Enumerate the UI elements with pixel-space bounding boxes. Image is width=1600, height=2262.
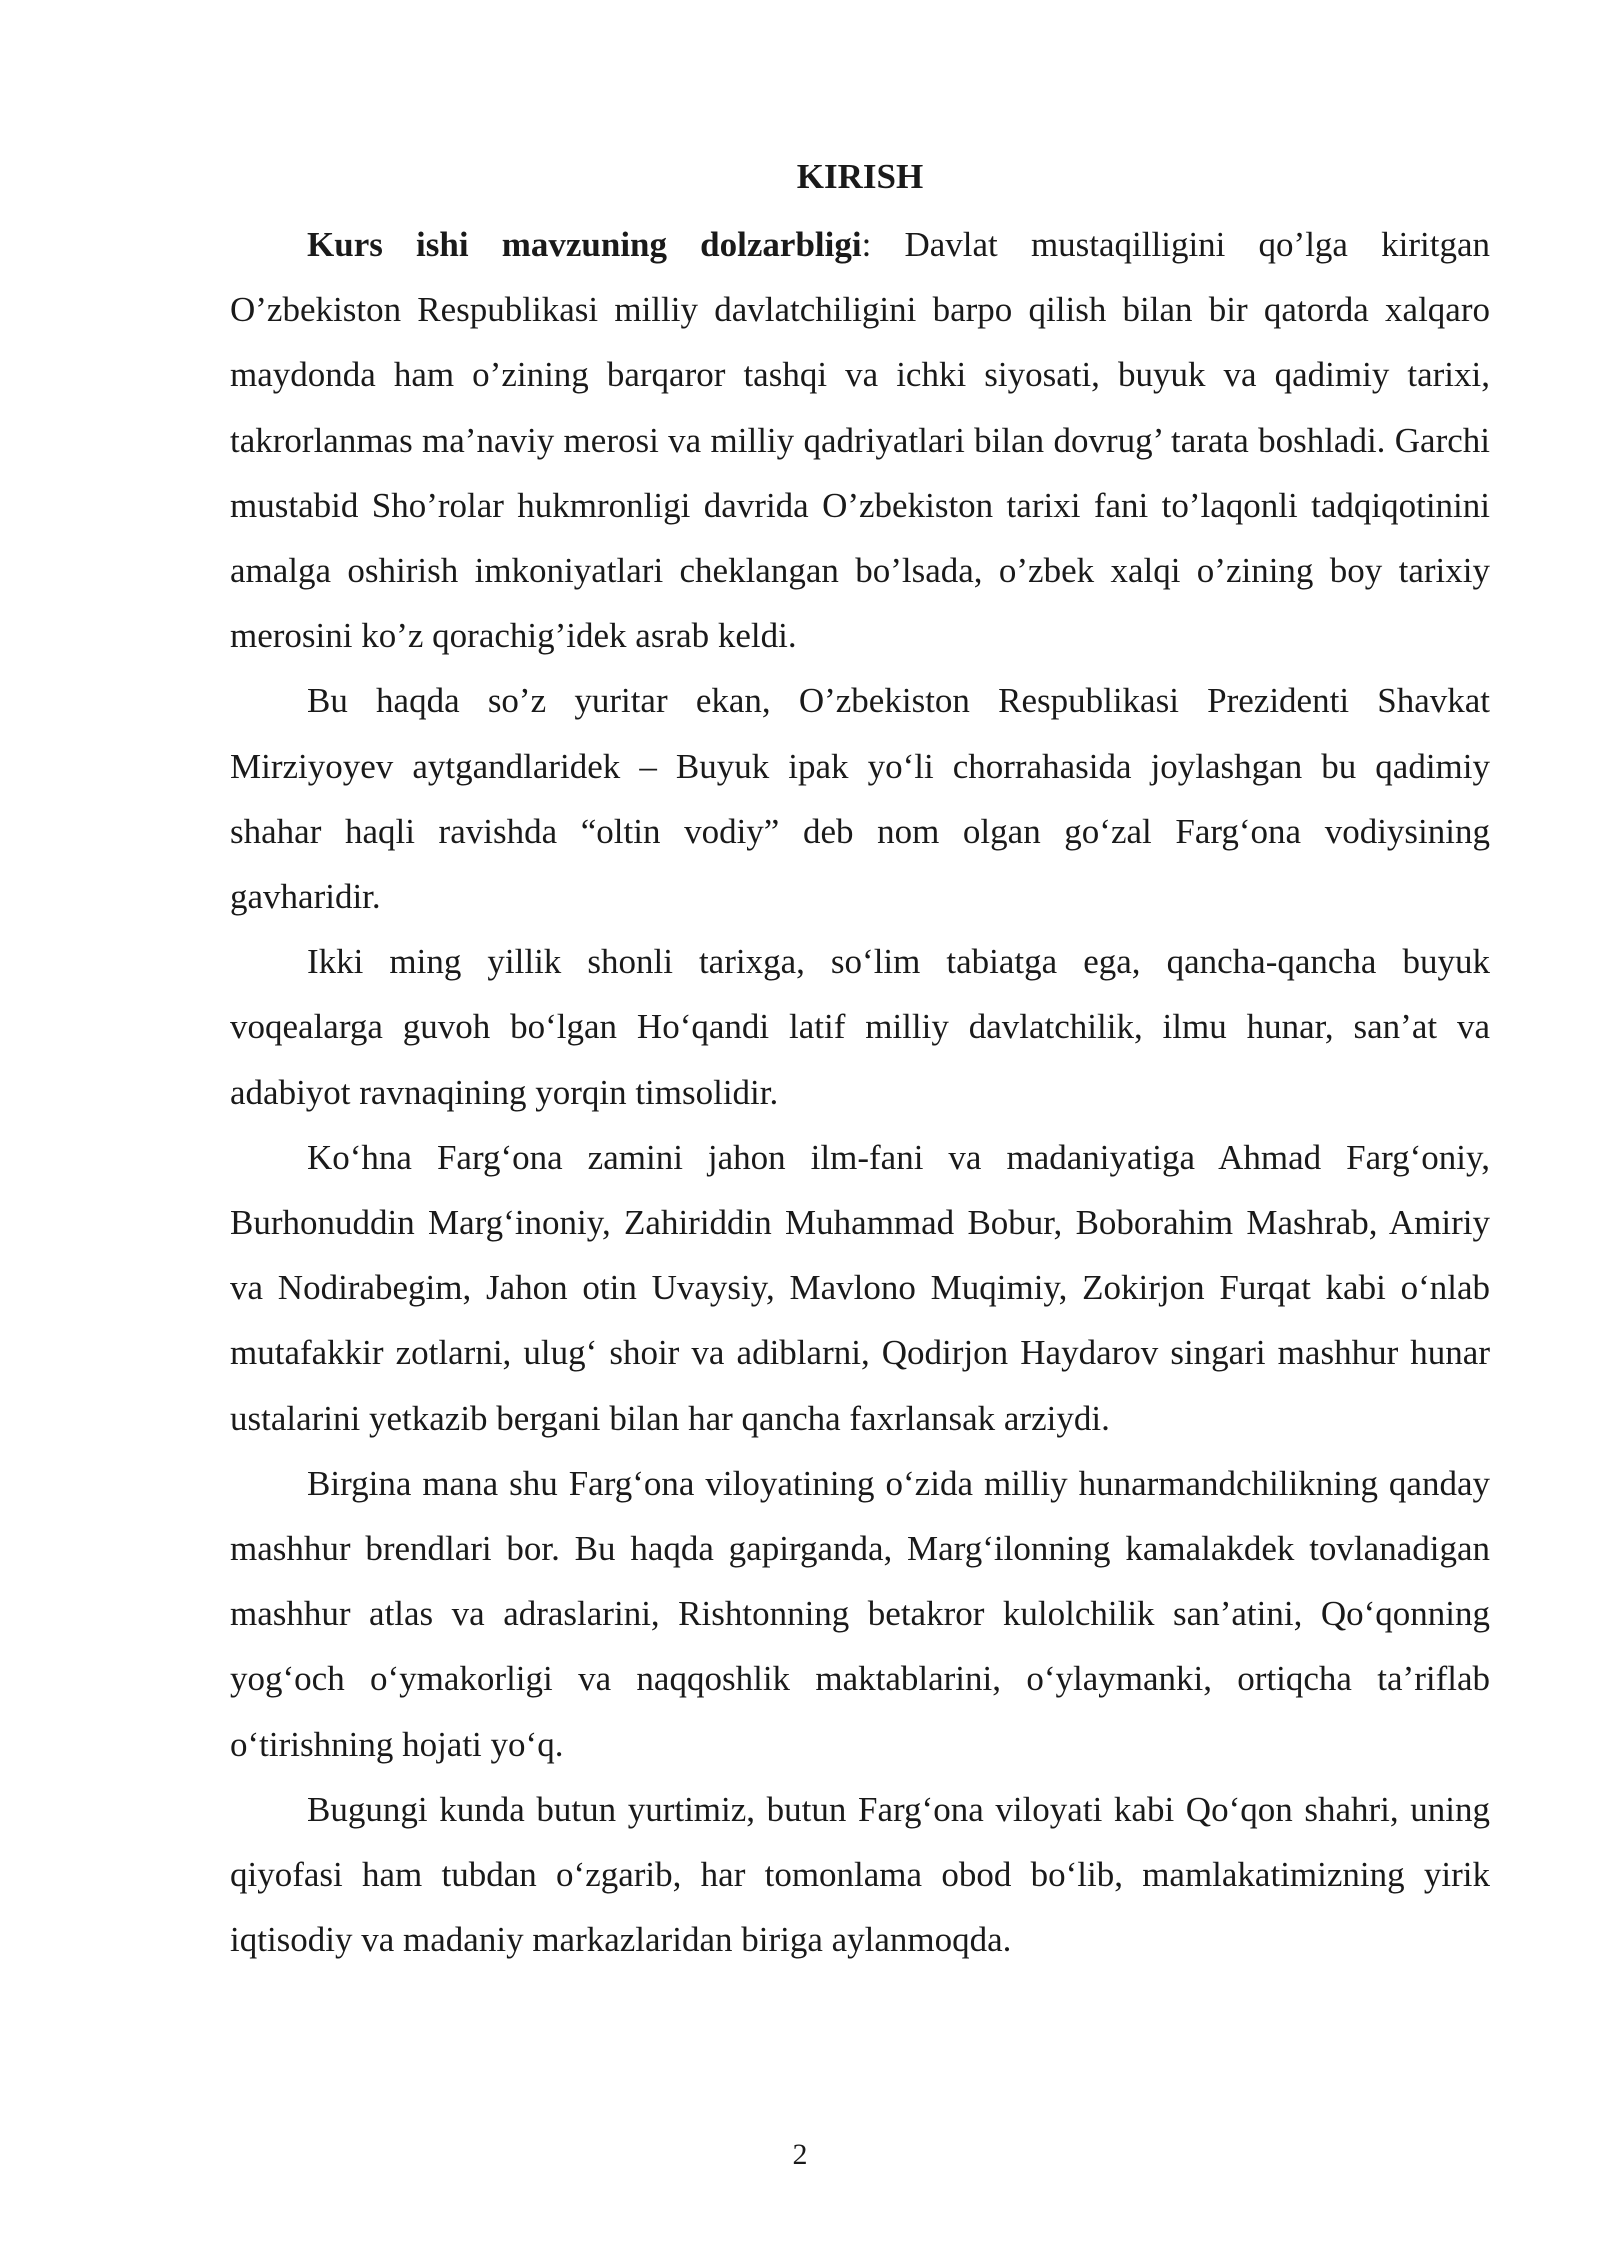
paragraph-lead-bold: Kurs ishi mavzuning dolzarbligi (307, 225, 862, 264)
paragraph-president-quote: Bu haqda so’z yuritar ekan, O’zbekiston Respublikasi Prezidenti Shavkat Mirziyoyev aytgandlaridek – Buyuk ipak yo‘li chorrahasida joylashgan bu qadimiy shahar haqli ravishda “oltin vodiy” deb nom olgan go‘zal Farg‘ona vodiysining gavharidir. (230, 681, 1490, 917)
page-number: 2 (792, 2138, 808, 2171)
section-heading: KIRISH (796, 157, 924, 196)
paragraph-fergana-scholars: Ko‘hna Farg‘ona zamini jahon ilm-fani va madaniyatiga Ahmad Farg‘oniy, Burhonuddin Marg‘inoniy, Zahiriddin Muhammad Bobur, Boborahim Mashrab, Amiriy va Nodirabegim, Jahon otin Uvaysiy, Mavlono Muqimiy, Zokirjon Furqat kabi o‘nlab mutafakkir zotlarni, ulug‘ shoir va adiblarni, Qodirjon Haydarov singari mashhur hunar ustalarini yetkazib bergani bilan har qancha faxrlansak arziydi. (230, 1137, 1490, 1438)
paragraph-kokand-history: Ikki ming yillik shonli tarixga, so‘lim tabiatga ega, qancha-qancha buyuk voqealarga guvoh bo‘lgan Ho‘qandi latif milliy davlatchilik, ilmu hunar, san’at va adabiyot ravnaqining yorqin timsolidir. (230, 942, 1490, 1112)
paragraph-relevance (230, 212, 1490, 668)
paragraph-text: : Davlat mustaqilligini qo’lga kiritgan O’zbekiston Respublikasi milliy davlatchiligini barpo qilish bilan bir qatorda xalqaro maydonda ham o’zining barqaror tashqi va ichki siyosati, buyuk va qadimiy tarixi, takrorlanmas ma’naviy merosi va milliy qadriyatlari bilan dovrug’ tarata boshladi. Garchi mustabid Sho’rolar hukmronligi davrida O’zbekiston tarixi fani to’laqonli tadqiqotinini amalga oshirish imkoniyatlari cheklangan bo’lsada, o’zbek xalqi o’zining boy tarixiy merosini ko’z qorachig’idek asrab keldi. (230, 225, 1490, 656)
paragraph-crafts-brands: Birgina mana shu Farg‘ona viloyatining o‘zida milliy hunarmandchilikning qanday mashhur brendlari bor. Bu haqda gapirganda, Marg‘ilonning kamalakdek tovlanadigan mashhur atlas va adraslarini, Rishtonning betakror kulolchilik san’atini, Qo‘qonning yog‘och o‘ymakorligi va naqqoshlik maktablarini, o‘ylaymanki, ortiqcha ta’riflab o‘tirishning hojati yo‘q. (230, 1463, 1490, 1764)
paragraph-modern-kokand: Bugungi kunda butun yurtimiz, butun Farg‘ona viloyati kabi Qo‘qon shahri, uning qiyofasi ham tubdan o‘zgarib, har tomonlama obod bo‘lib, mamlakatimizning yirik iqtisodiy va madaniy markazlaridan biriga aylanmoqda. (230, 1789, 1490, 1960)
page-body (230, 150, 1490, 1972)
